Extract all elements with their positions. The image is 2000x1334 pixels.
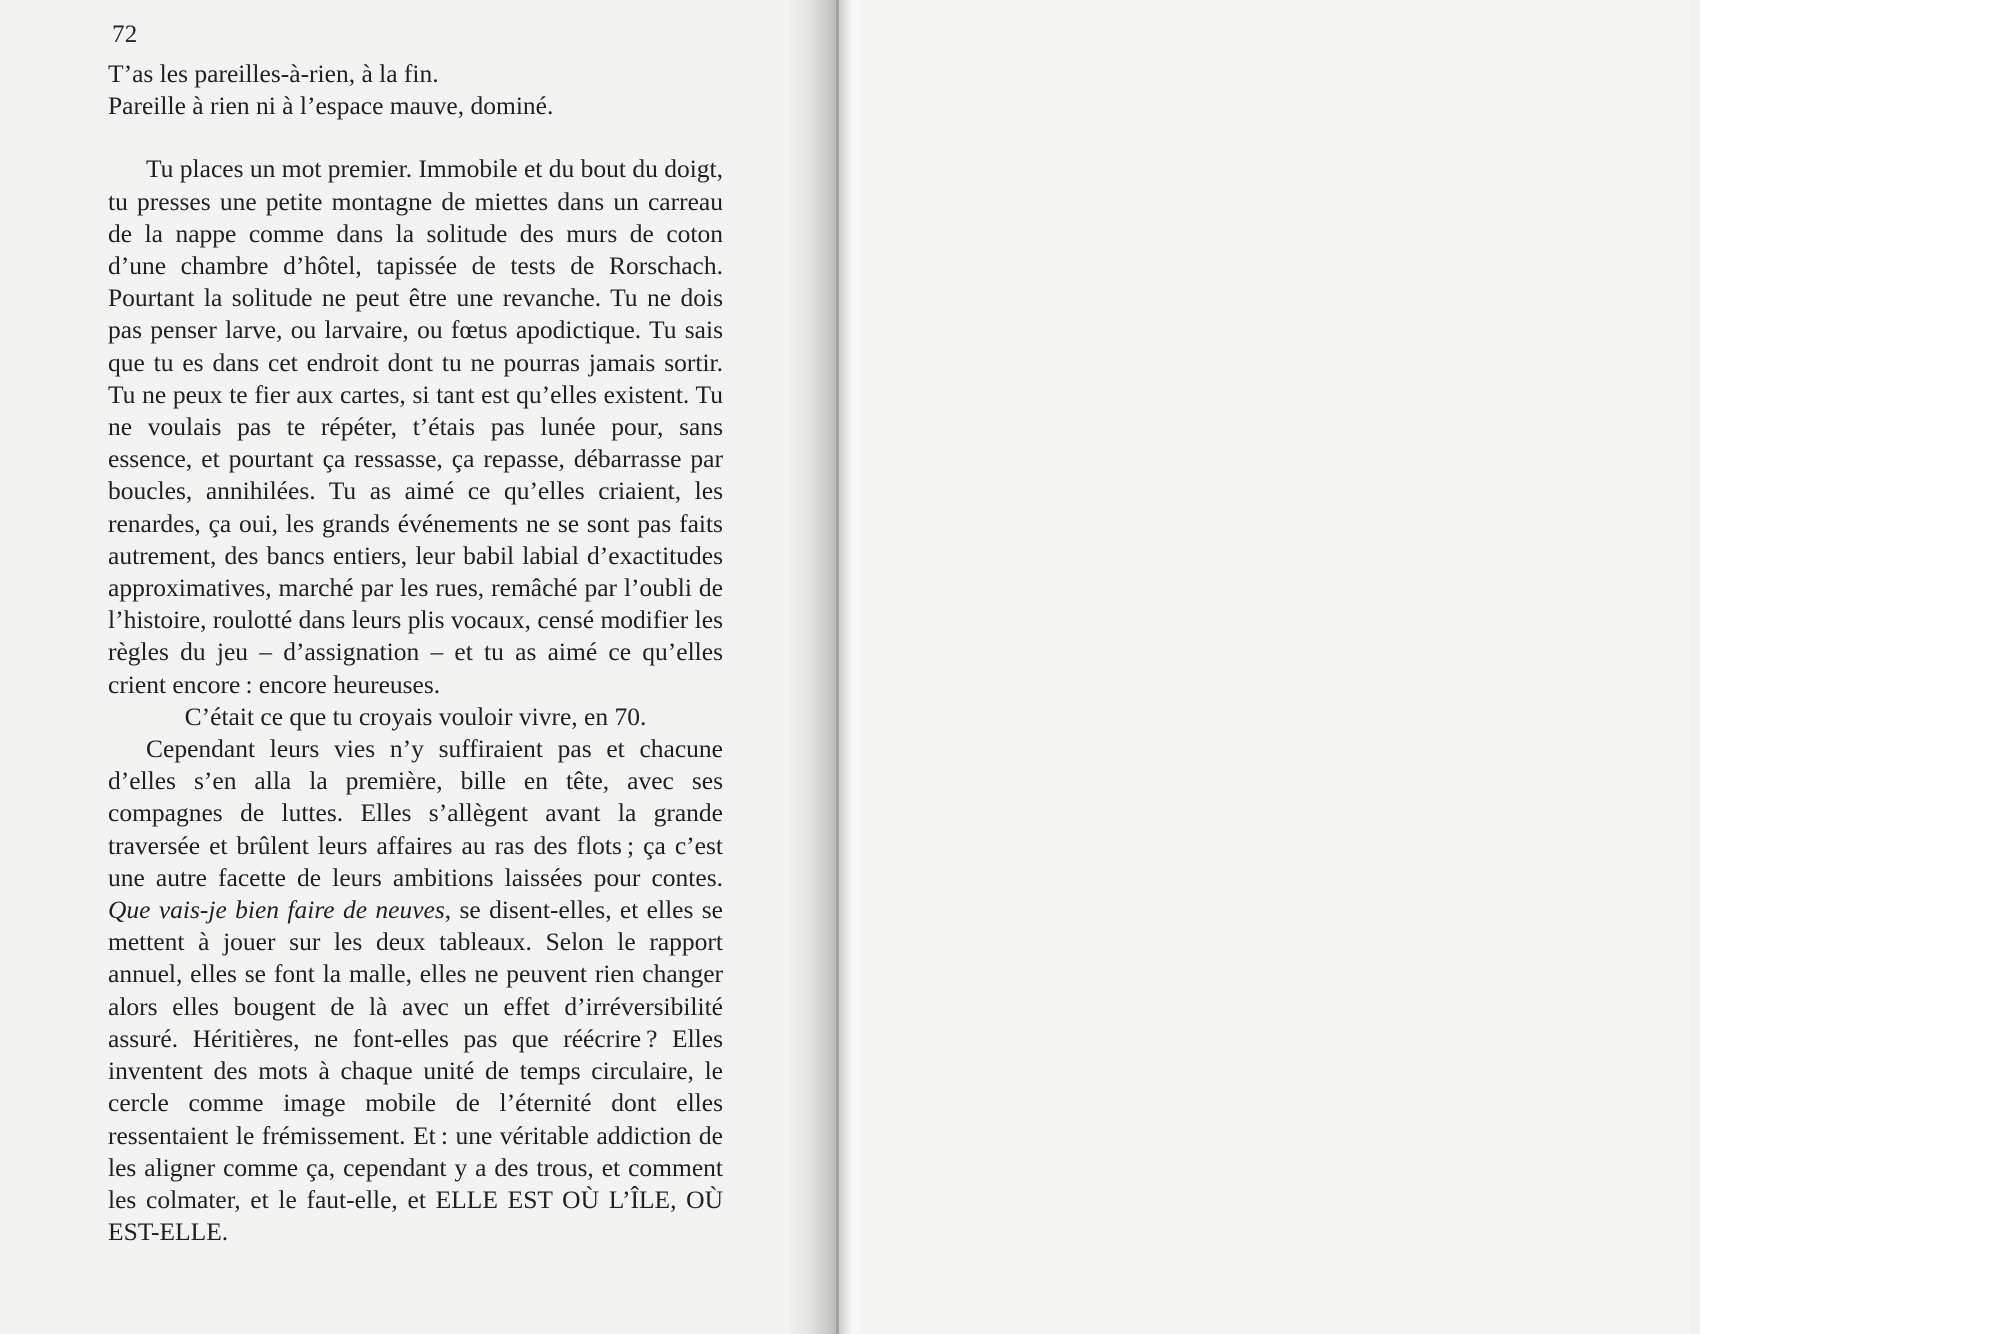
paragraph-2 — [108, 733, 723, 1248]
page-number: 72 — [112, 21, 138, 48]
paragraph-2-italic-phrase: Que vais-je bien faire de neuves — [108, 895, 445, 925]
verso-text-block — [108, 22, 723, 1248]
recto-page — [862, 0, 1702, 1334]
binding-crease — [836, 0, 839, 1334]
verso-page — [0, 0, 810, 1334]
background-outside-book — [1700, 0, 2000, 1334]
opening-line-1: T’as les pareilles-à-rien, à la fin. — [108, 59, 439, 88]
paragraph-spacer — [108, 122, 723, 153]
centered-line: C’était ce que tu croyais vouloir vivre, en 70. — [184, 701, 647, 731]
paragraph-2-part-1: Cependant leurs vies n’y suffiraient pas et chacune d’elles s’en alla la première, bille en tête, avec ses compagnes de luttes. Elles s’allègent avant la grande traversée et brûlent leurs affaires au ras des flots ; ça c’est une autre facette de leurs ambitions laissées pour contes. — [108, 734, 723, 892]
paragraph-1: Tu places un mot premier. Immobile et du bout du doigt, tu presses une petite montagne de miettes dans un carreau de la nappe comme dans la solitude des murs de coton d’une chambre d’hôtel, tapissée de tests de Rorschach. Pourtant la solitude ne peut être une revanche. Tu ne dois pas penser larve, ou larvaire, ou fœtus apodictique. Tu sais que tu es dans cet endroit dont tu ne pourras jamais sortir. Tu ne peux te fier aux cartes, si tant est qu’elles existent. Tu ne voulais pas te répéter, t’étais pas lunée pour, sans essence, et pourtant ça ressasse, ça repasse, débarrasse par boucles, annihilées. Tu as aimé ce qu’elles criaient, les renardes, ça oui, les grands événements ne se sont pas faits autrement, des bancs entiers, leur babil labial d’exactitudes approximatives, marché par les rues, remâché par l’oubli de l’histoire, roulotté dans leurs plis vocaux, censé modifier les règles du jeu – d’assignation – et tu as aimé ce qu’elles crient encore : encore heureuses. — [108, 154, 723, 699]
paragraph-2-part-2: , se disent-elles, et elles se mettent à jouer sur les deux tableaux. Selon le rapport annuel, elles se font la malle, elles ne peuvent rien changer alors elles bougent de là avec un effet d’irréversibilité assuré. Héritières, ne font-elles pas que réécrire ? Elles inventent des mots à chaque unité de temps circulaire, le cercle comme image mobile de l’éternité dont elles ressentaient le frémissement. Et : une véritable addiction de les aligner comme ça, cependant y a des trous, et comment les colmater, et le faut-elle, et ELLE EST OÙ L’ÎLE, OÙ EST-ELLE. — [108, 895, 723, 1247]
opening-line-2: Pareille à rien ni à l’espace mauve, dominé. — [108, 91, 554, 121]
